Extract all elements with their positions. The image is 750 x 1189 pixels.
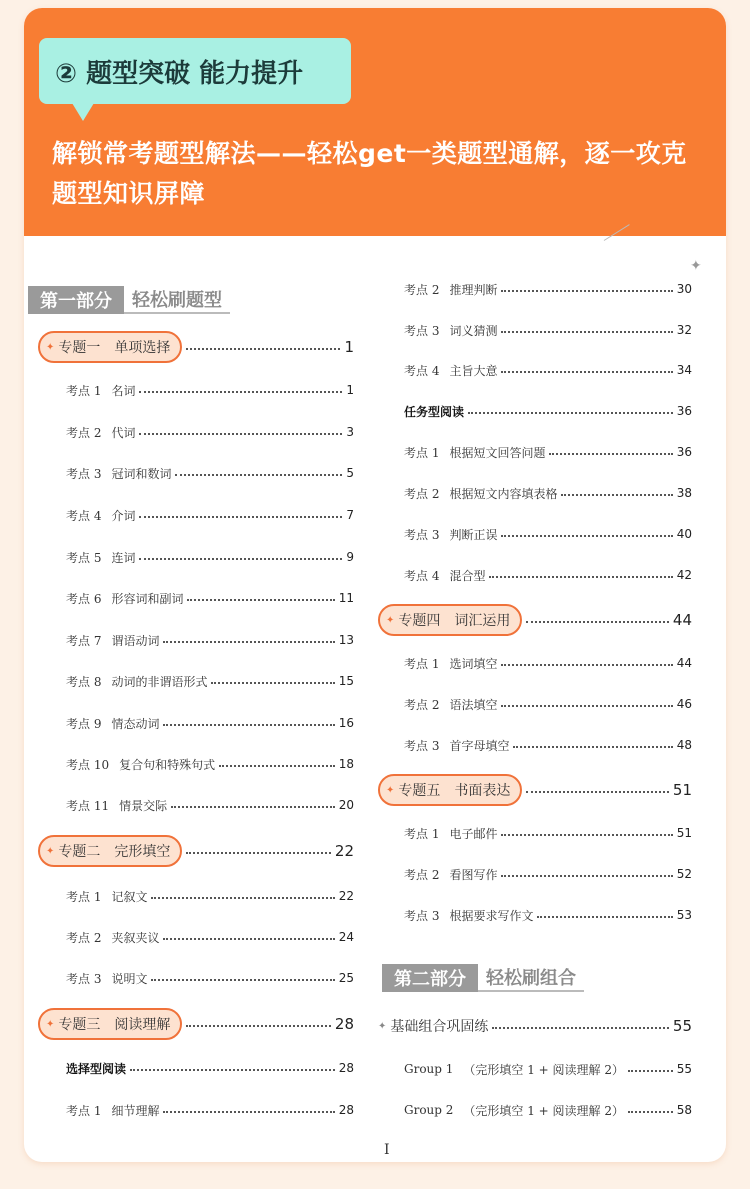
toc-entry[interactable] xyxy=(404,318,692,342)
point-label: 代词 xyxy=(111,425,136,440)
badge-pointer xyxy=(72,103,94,121)
page-ref: 1 xyxy=(346,383,354,397)
page-ref: 13 xyxy=(338,633,354,647)
toc-entry[interactable] xyxy=(378,1014,692,1038)
point-label: 名词 xyxy=(111,383,136,398)
sparkle-icon: ✦ xyxy=(46,341,55,353)
point-label: 看图写作 xyxy=(449,867,498,882)
page-ref: 42 xyxy=(676,568,692,582)
leader-dots xyxy=(163,1111,334,1113)
leader-dots xyxy=(163,724,334,726)
page-ref: 55 xyxy=(676,1062,692,1076)
page-ref: 28 xyxy=(338,1103,354,1117)
point-code: 考点 4 xyxy=(404,568,440,583)
toc-entry[interactable] xyxy=(66,884,354,908)
point-label: 根据短文内容填表格 xyxy=(449,486,558,501)
section-badge: ② 题型突破 能力提升 xyxy=(39,38,351,104)
page-ref: 36 xyxy=(676,404,692,418)
point-code: 考点 4 xyxy=(404,363,440,378)
toc-entry[interactable] xyxy=(404,399,692,423)
point-label: 语法填空 xyxy=(449,697,498,712)
toc-entry[interactable] xyxy=(404,563,692,587)
point-code: 考点 4 xyxy=(66,508,102,523)
leader-dots xyxy=(171,806,335,808)
leader-dots xyxy=(628,1070,673,1072)
leader-dots xyxy=(139,558,342,560)
leader-dots xyxy=(211,682,334,684)
leader-dots xyxy=(537,916,672,918)
leader-dots xyxy=(501,331,672,333)
toc-entry[interactable] xyxy=(404,692,692,716)
page-ref: 30 xyxy=(676,282,692,296)
sparkle-icon: ✦ xyxy=(690,258,702,274)
point-code: 考点 1 xyxy=(404,445,440,460)
toc-entry[interactable] xyxy=(66,752,354,776)
topic-label: 专题三 阅读理解 xyxy=(58,1017,171,1033)
point-label: 连词 xyxy=(111,550,136,565)
point-code: 考点 3 xyxy=(404,908,440,923)
leader-dots xyxy=(501,535,672,537)
point-label: 谓语动词 xyxy=(111,633,160,648)
leader-dots xyxy=(501,834,672,836)
sparkle-icon: ✦ xyxy=(46,845,55,857)
page-ref: 16 xyxy=(338,716,354,730)
leader-dots xyxy=(151,979,334,981)
toc-entry[interactable] xyxy=(404,821,692,845)
point-code: 考点 3 xyxy=(404,738,440,753)
toc-entry[interactable] xyxy=(38,1008,354,1040)
page-ref: 38 xyxy=(676,486,692,500)
point-code: 考点 7 xyxy=(66,633,102,648)
point-label: 记叙文 xyxy=(111,889,148,904)
point-label: 判断正误 xyxy=(449,527,498,542)
page-ref: 20 xyxy=(338,798,354,812)
leader-dots xyxy=(139,516,342,518)
leader-dots xyxy=(139,433,342,435)
point-code: Group 1 xyxy=(404,1062,454,1076)
toc-entry[interactable] xyxy=(66,925,354,949)
page-number: I xyxy=(384,1142,390,1158)
point-label: （完形填空 1 + 阅读理解 2） xyxy=(463,1062,624,1077)
page-ref: 53 xyxy=(676,908,692,922)
leader-dots xyxy=(501,371,672,373)
leader-dots xyxy=(526,621,669,623)
point-code: 考点 3 xyxy=(404,527,440,542)
page-ref: 52 xyxy=(676,867,692,881)
page-ref: 28 xyxy=(334,1015,354,1033)
toc-entry[interactable] xyxy=(378,604,692,636)
point-label: 形容词和副词 xyxy=(111,591,184,606)
point-label: 电子邮件 xyxy=(449,826,498,841)
toc-entry[interactable] xyxy=(404,277,692,301)
page-ref: 51 xyxy=(676,826,692,840)
point-label: 根据要求写作文 xyxy=(449,908,534,923)
toc-entry[interactable] xyxy=(66,545,354,569)
point-code: 考点 1 xyxy=(404,656,440,671)
point-code: 考点 10 xyxy=(66,757,110,772)
point-code: 考点 2 xyxy=(66,425,102,440)
topic-pill xyxy=(38,835,182,867)
sparkle-icon: ✦ xyxy=(378,1020,387,1032)
subsection-heading: 任务型阅读 xyxy=(404,404,465,419)
topic-label: 专题四 词汇运用 xyxy=(398,613,511,629)
topic-pill xyxy=(38,331,182,363)
topic-label: 专题二 完形填空 xyxy=(58,844,171,860)
page-ref: 58 xyxy=(676,1103,692,1117)
leader-dots xyxy=(492,1027,669,1029)
leader-dots xyxy=(489,576,672,578)
page-ref: 25 xyxy=(338,971,354,985)
subsection-heading: 选择型阅读 xyxy=(66,1061,127,1076)
point-code: 考点 3 xyxy=(404,323,440,338)
leader-dots xyxy=(163,641,334,643)
leader-dots xyxy=(139,391,342,393)
point-label: （完形填空 1 + 阅读理解 2） xyxy=(463,1103,624,1118)
leader-dots xyxy=(186,852,331,854)
point-code: 考点 2 xyxy=(404,697,440,712)
toc-entry[interactable] xyxy=(66,378,354,402)
point-label: 推理判断 xyxy=(449,282,498,297)
point-code: 考点 5 xyxy=(66,550,102,565)
point-code: 考点 3 xyxy=(66,466,102,481)
toc-entry[interactable] xyxy=(38,835,354,867)
toc-entry[interactable] xyxy=(404,903,692,927)
point-label: 混合型 xyxy=(449,568,486,583)
page-ref: 40 xyxy=(676,527,692,541)
point-code: 考点 8 xyxy=(66,674,102,689)
group-label: 基础组合巩固练 xyxy=(390,1019,489,1035)
leader-dots xyxy=(186,1025,331,1027)
point-label: 情景交际 xyxy=(119,798,168,813)
point-label: 主旨大意 xyxy=(449,363,498,378)
leader-dots xyxy=(186,348,340,350)
page-ref: 48 xyxy=(676,738,692,752)
page-ref: 18 xyxy=(338,757,354,771)
toc-entry[interactable] xyxy=(404,522,692,546)
toc-entry[interactable] xyxy=(38,331,354,363)
toc-entry[interactable] xyxy=(404,358,692,382)
page-ref: 44 xyxy=(676,656,692,670)
page-ref: 28 xyxy=(338,1061,354,1075)
toc-card xyxy=(24,8,726,1162)
page-ref: 34 xyxy=(676,363,692,377)
header-tagline: 解锁常考题型解法——轻松get一类题型通解，逐一攻克题型知识屏障 xyxy=(52,139,687,208)
page-ref: 44 xyxy=(672,611,692,629)
part1-label: 第一部分 xyxy=(28,286,124,314)
page-ref: 51 xyxy=(672,781,692,799)
toc-entry[interactable] xyxy=(404,733,692,757)
page-ref: 11 xyxy=(338,591,354,605)
toc-entry[interactable] xyxy=(66,669,354,693)
leader-dots xyxy=(513,746,672,748)
point-label: 说明文 xyxy=(111,971,148,986)
page-ref: 32 xyxy=(676,323,692,337)
point-label: 情态动词 xyxy=(111,716,160,731)
toc-entry[interactable] xyxy=(404,481,692,505)
topic-label: 专题五 书面表达 xyxy=(398,783,511,799)
point-code: 考点 9 xyxy=(66,716,102,731)
point-label: 复合句和特殊句式 xyxy=(119,757,216,772)
topic-pill xyxy=(38,1008,182,1040)
sparkle-icon: ✦ xyxy=(386,614,395,626)
point-code: 考点 3 xyxy=(66,971,102,986)
sparkle-icon: ✦ xyxy=(386,784,395,796)
point-label: 根据短文回答问题 xyxy=(449,445,546,460)
toc-entry[interactable] xyxy=(378,774,692,806)
sparkle-icon: ✦ xyxy=(46,1018,55,1030)
point-code: 考点 1 xyxy=(404,826,440,841)
point-label: 首字母填空 xyxy=(449,738,510,753)
point-code: 考点 2 xyxy=(404,282,440,297)
point-code: 考点 1 xyxy=(66,383,102,398)
point-label: 选词填空 xyxy=(449,656,498,671)
leader-dots xyxy=(549,453,672,455)
part2-title xyxy=(382,964,584,992)
page-ref: 55 xyxy=(672,1017,692,1035)
leader-dots xyxy=(501,664,672,666)
leader-dots xyxy=(501,705,672,707)
leader-dots xyxy=(526,791,669,793)
leader-dots xyxy=(219,765,335,767)
point-code: 考点 2 xyxy=(66,930,102,945)
point-label: 动词的非谓语形式 xyxy=(111,674,208,689)
page-ref: 15 xyxy=(338,674,354,688)
toc-entry[interactable] xyxy=(404,1057,692,1081)
toc-entry[interactable] xyxy=(66,628,354,652)
leader-dots xyxy=(561,494,672,496)
leader-dots xyxy=(501,875,672,877)
page-ref: 22 xyxy=(334,842,354,860)
toc-entry[interactable] xyxy=(66,1098,354,1122)
point-code: 考点 6 xyxy=(66,591,102,606)
point-label: 介词 xyxy=(111,508,136,523)
page-ref: 5 xyxy=(346,466,354,480)
toc-entry[interactable] xyxy=(66,420,354,444)
toc-entry[interactable] xyxy=(404,862,692,886)
leader-dots xyxy=(163,938,334,940)
page-ref: 22 xyxy=(338,889,354,903)
toc-entry[interactable] xyxy=(66,793,354,817)
toc-entry[interactable] xyxy=(66,1056,354,1080)
point-code: 考点 2 xyxy=(404,867,440,882)
page-ref: 9 xyxy=(346,550,354,564)
page-ref: 3 xyxy=(346,425,354,439)
toc-entry[interactable] xyxy=(66,461,354,485)
toc-entry[interactable] xyxy=(66,711,354,735)
page-ref: 36 xyxy=(676,445,692,459)
header-banner xyxy=(24,8,726,236)
toc-entry[interactable] xyxy=(66,586,354,610)
point-code: 考点 1 xyxy=(66,889,102,904)
page-ref: 24 xyxy=(338,930,354,944)
page-ref: 46 xyxy=(676,697,692,711)
page-ref: 1 xyxy=(344,338,354,356)
leader-dots xyxy=(175,474,342,476)
leader-dots xyxy=(628,1111,673,1113)
part2-label: 第二部分 xyxy=(382,964,478,992)
part1-title xyxy=(28,286,230,314)
part1-subtitle: 轻松刷题型 xyxy=(124,286,230,314)
point-label: 夹叙夹议 xyxy=(111,930,160,945)
toc-entry[interactable] xyxy=(404,440,692,464)
leader-dots xyxy=(501,290,672,292)
point-label: 细节理解 xyxy=(111,1103,160,1118)
point-code: 考点 2 xyxy=(404,486,440,501)
leader-dots xyxy=(187,599,334,601)
point-code: 考点 1 xyxy=(66,1103,102,1118)
leader-dots xyxy=(130,1069,335,1071)
toc-entry[interactable] xyxy=(66,503,354,527)
leader-dots xyxy=(151,897,334,899)
toc-entry[interactable] xyxy=(404,651,692,675)
topic-pill xyxy=(378,604,522,636)
toc-entry[interactable] xyxy=(404,1098,692,1122)
topic-pill xyxy=(378,774,522,806)
part2-subtitle: 轻松刷组合 xyxy=(478,964,584,992)
point-label: 词义猜测 xyxy=(449,323,498,338)
topic-label: 专题一 单项选择 xyxy=(58,340,171,356)
point-label: 冠词和数词 xyxy=(111,466,172,481)
leader-dots xyxy=(468,412,673,414)
point-code: 考点 11 xyxy=(66,798,110,813)
toc-entry[interactable] xyxy=(66,966,354,990)
page-ref: 7 xyxy=(346,508,354,522)
point-code: Group 2 xyxy=(404,1103,454,1117)
